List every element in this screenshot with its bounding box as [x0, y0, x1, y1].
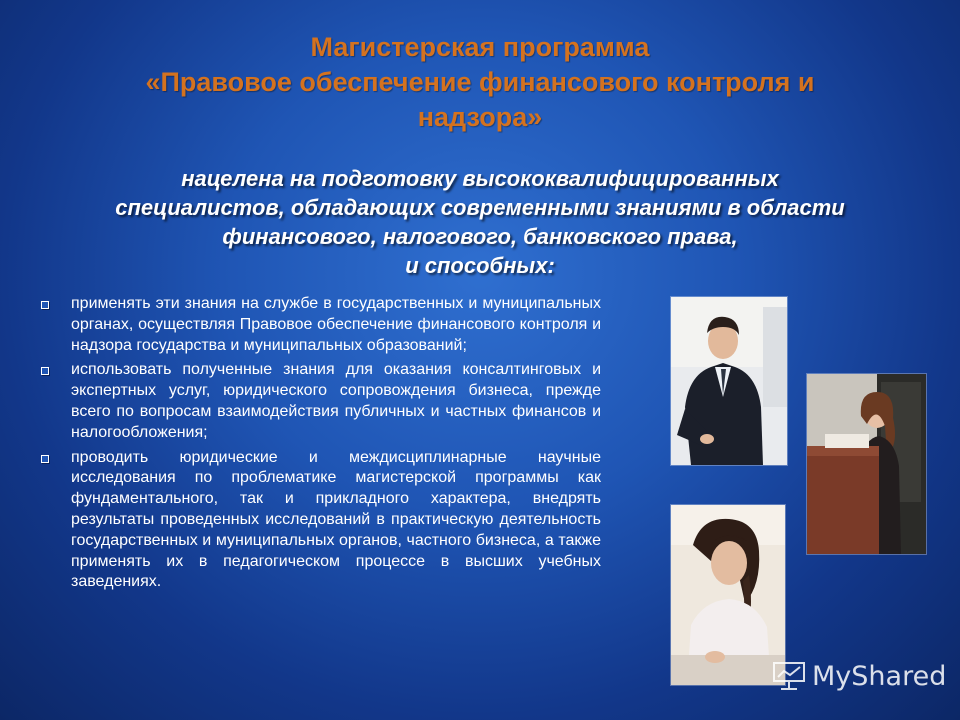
list-item	[38, 448, 601, 594]
square-bullet-icon	[41, 367, 49, 375]
square-bullet-icon	[41, 301, 49, 309]
list-item-text: использовать полученные знания для оказания консалтинговых и экспертных услуг, юридического сопровождения бизнеса, прежде всего по вопросам взаимодействия публичных и частных финансов и налогообложения;	[71, 361, 601, 441]
title-line: «Правовое обеспечение финансового контроля и	[145, 67, 815, 97]
watermark-logo	[772, 656, 946, 696]
list-item-text: проводить юридические и междисциплинарные научные исследования по проблематике магистерской программы как фундаментального, так и прикладного характера, внедрять результаты проведенных исследований в практическую деятельность государственных и муниципальных органов, частного бизнеса, а также применять их в педагогическом процессе в высших учебных заведениях.	[71, 448, 601, 591]
photo-woman-writing	[670, 504, 786, 686]
square-bullet-icon	[41, 455, 49, 463]
list-item	[38, 294, 601, 356]
title-line: Магистерская программа	[310, 32, 650, 62]
slide-title	[40, 30, 920, 135]
photo-man-presenting	[670, 296, 788, 466]
presentation-board-icon	[772, 661, 806, 691]
subtitle-line: и способных:	[405, 253, 555, 278]
competency-list	[38, 294, 601, 597]
watermark-text: MyShared	[812, 660, 947, 692]
slide-subtitle	[20, 164, 940, 280]
subtitle-line: специалистов, обладающих современными знаниями в области	[115, 195, 845, 220]
list-item	[38, 360, 601, 443]
subtitle-line: нацелена на подготовку высококвалифицированных	[181, 166, 779, 191]
title-line: надзора»	[417, 102, 543, 132]
subtitle-line: финансового, налогового, банковского права,	[222, 224, 738, 249]
photo-woman-at-podium	[806, 373, 927, 555]
list-item-text: применять эти знания на службе в государственных и муниципальных органах, осуществляя Правовое обеспечение финансового контроля и надзора государства и муниципальных образований;	[71, 295, 601, 354]
